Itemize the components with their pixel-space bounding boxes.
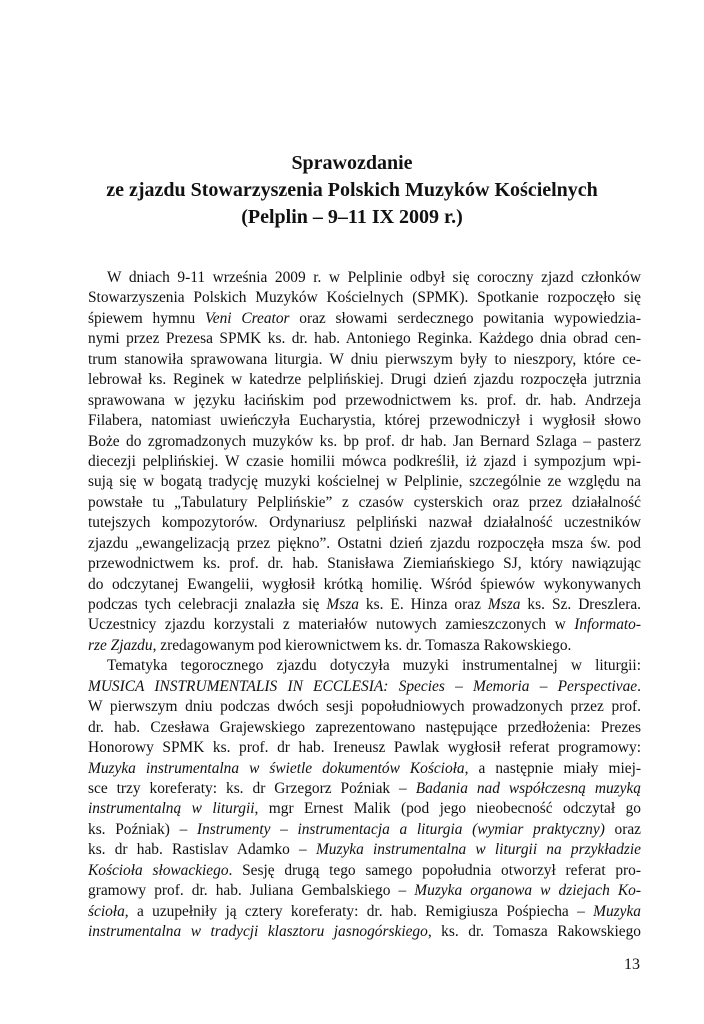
text-line: przewodnictwem ks. prof. dr. hab. Stanisława Ziemiańskiego SJ, który nawiązując xyxy=(88,555,641,573)
page-number: 13 xyxy=(624,956,640,973)
text-line: zjazdu „ewangelizacją przez piękno”. Ostatni dzień zjazdu rozpoczęła msza św. pod xyxy=(88,534,641,552)
text-line: do odczytanej Ewangelii, wygłosił krótką homilię. Wśród śpiewów wykonywanych xyxy=(88,575,641,593)
title-line-1: Sprawozdanie xyxy=(291,152,413,174)
text-line: nymi przez Prezesa SPMK ks. dr. hab. Antoniego Reginka. Każdego dnia obrad cen- xyxy=(88,330,641,348)
text-line: Filabera, natomiast uwieńczyła Eucharystia, której przewodniczył i wygłosił słowo xyxy=(88,412,641,430)
document-title xyxy=(0,150,704,231)
text-line: Kościoła słowackiego. Sesję drugą tego samego popołudnia otworzył referat pro- xyxy=(88,861,642,879)
text-line: dr. hab. Czesława Grajewskiego zaprezentowano następujące przedłożenia: Prezes xyxy=(88,718,641,736)
text-line: powstałe tu „Tabulatury Pelplińskie” z czasów cysterskich oraz przez działalność xyxy=(88,493,641,511)
text-line: Honorowy SPMK ks. prof. dr hab. Ireneusz Pawlak wygłosił referat programowy: xyxy=(88,739,641,757)
paragraph-1 xyxy=(88,268,641,656)
body-text xyxy=(88,268,641,942)
text-line: śpiewem hymnu Veni Creator oraz słowami serdecznego powitania wypowiedzia- xyxy=(88,309,641,327)
text-line: ścioła, a uzupełniły ją cztery koreferaty: dr. hab. Remigiusza Pośpiecha – Muzyka xyxy=(88,902,641,920)
text-line: lebrował ks. Reginek w katedrze pelplińskiej. Drugi dzień zjazdu rozpoczęła jutrznia xyxy=(88,371,641,389)
title-line-3: (Pelplin – 9–11 IX 2009 r.) xyxy=(241,206,463,228)
text-line: W pierwszym dniu podczas dwóch sesji popołudniowych prowadzonych przez prof. xyxy=(88,698,641,716)
text-line: rze Zjazdu, zredagowanym pod kierownictwem ks. dr. Tomasza Rakowskiego. xyxy=(88,636,572,654)
text-line: MUSICA INSTRUMENTALIS IN ECCLESIA: Species – Memoria – Perspectivae. xyxy=(88,677,641,695)
text-line: Tematyka tegorocznego zjazdu dotyczyła muzyki instrumentalnej w liturgii: xyxy=(107,657,641,675)
text-line: tutejszych kompozytorów. Ordynariusz pelpliński nazwał działalność uczestników xyxy=(88,514,641,532)
text-line: ks. dr hab. Rastislav Adamko – Muzyka instrumentalna w liturgii na przykładzie xyxy=(88,841,641,859)
text-line: ks. Poźniak) – Instrumenty – instrumentacja a liturgia (wymiar praktyczny) oraz xyxy=(88,820,641,838)
text-line: sce trzy koreferaty: ks. dr Grzegorz Poźniak – Badania nad współczesną muzyką xyxy=(88,779,641,797)
text-line: trum stanowiła sprawowana liturgia. W dniu pierwszym były to nieszpory, które ce- xyxy=(88,350,641,368)
text-line: gramowy prof. dr. hab. Juliana Gembalskiego – Muzyka organowa w dziejach Ko- xyxy=(88,882,641,900)
text-line: Boże do zgromadzonych muzyków ks. bp prof. dr hab. Jan Bernard Szlaga – pasterz xyxy=(88,432,641,450)
title-line-2: ze zjazdu Stowarzyszenia Polskich Muzyków Kościelnych xyxy=(106,179,598,201)
text-line: Uczestnicy zjazdu korzystali z materiałów nutowych zamieszczonych w Informato- xyxy=(88,616,641,634)
text-line: Muzyka instrumentalna w świetle dokumentów Kościoła, a następnie miały miej- xyxy=(88,759,641,777)
text-line: sują się w bogatą tradycję muzyki kościelnej w Pelplinie, szczególnie ze względu na xyxy=(88,473,641,491)
text-line: W dniach 9-11 września 2009 r. w Pelplinie odbył się coroczny zjazd członków xyxy=(107,269,641,286)
paragraph-2 xyxy=(88,656,641,942)
text-line: sprawowana w języku łacińskim pod przewodnictwem ks. prof. dr. hab. Andrzeja xyxy=(88,391,641,409)
text-line: instrumentalna w tradycji klasztoru jasnogórskiego, ks. dr. Tomasza Rakowskiego xyxy=(88,923,642,940)
text-line: diecezji pelplińskiej. W czasie homilii mówca podkreślił, iż zjazd i sympozjum wpi- xyxy=(88,452,641,470)
text-line: instrumentalną w liturgii, mgr Ernest Malik (pod jego nieobecność odczytał go xyxy=(88,800,641,818)
text-line: podczas tych celebracji znalazła się Msza ks. E. Hinza oraz Msza ks. Sz. Dreszlera. xyxy=(88,596,641,613)
text-line: Stowarzyszenia Polskich Muzyków Kościelnych (SPMK). Spotkanie rozpoczęło się xyxy=(88,289,641,307)
